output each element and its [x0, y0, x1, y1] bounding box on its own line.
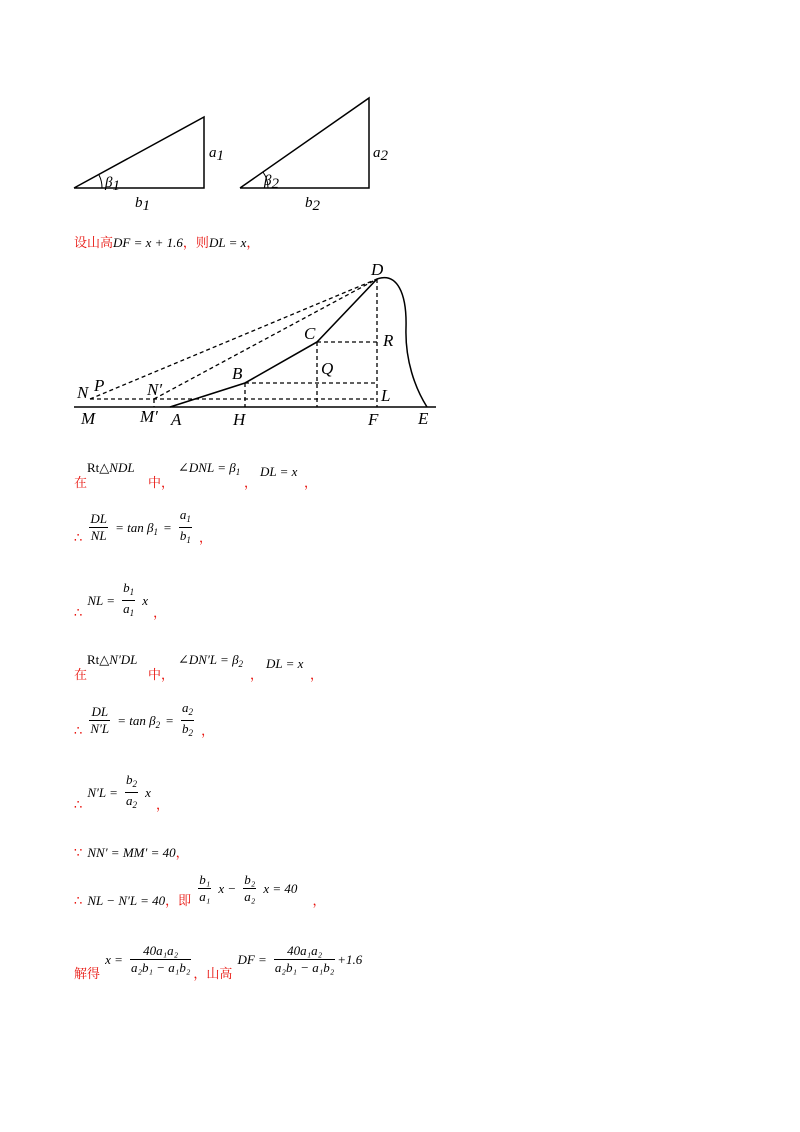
mountain-figure: [70, 258, 450, 433]
point-D-label: D: [371, 260, 384, 279]
triangle-2: [240, 98, 389, 214]
point-Nprime-label: N′: [147, 380, 163, 399]
step-8: $_\therefore$ $_{NL - N'L = 40,即}$ $\frac{\text{b₁}}{\text{a₁}}$ x − $\frac{\text{b₂}}{\text{a₂}}$ x = 40 $_,$: [74, 872, 326, 909]
step-2: $_\therefore$ $\frac{DL}{NL}$ = $\tan \beta_1$ = $\frac{a_1}{b_1}$ $_,$: [74, 507, 213, 546]
triangle-2-base-label: b2: [305, 195, 320, 214]
point-H-label: H: [233, 410, 246, 429]
setup-sep: ，则: [182, 236, 209, 251]
point-N-label: N: [77, 383, 89, 402]
point-Q-label: Q: [321, 359, 334, 378]
point-R-label: R: [383, 331, 394, 350]
point-P-label: P: [94, 376, 105, 395]
reference-triangles: [60, 90, 400, 215]
step-7: ∵ NN′ = MM′ = 40，: [74, 845, 189, 861]
step-6: $_\therefore$ N′L = $\frac{b_2}{a_2}$ x $_,$: [74, 772, 169, 813]
point-E-label: E: [418, 409, 429, 428]
setup-line: 设山高DF = x + 1.6，则DL = x，: [74, 235, 260, 251]
point-B-label: B: [232, 364, 243, 383]
triangle-1-vertical-label: a1: [209, 145, 224, 164]
triangle-1-angle-label: β1: [105, 175, 120, 194]
point-Mprime-label: M′: [140, 407, 158, 426]
point-C-label: C: [304, 324, 316, 343]
triangle-2-vertical-label: a2: [373, 145, 388, 164]
point-M-label: M: [81, 409, 96, 428]
point-L-label: L: [381, 386, 391, 405]
step-5: $_\therefore$ $\frac{DL}{N'L}$ = $\tan \beta_2$ = $\frac{a_2}{b_2}$ $_,$: [74, 700, 215, 739]
step-3: $_\therefore$ NL = $\frac{b_1}{a_1}$ x $_,$: [74, 580, 167, 621]
setup-prefix: 设山高: [74, 236, 114, 251]
triangle-1: [74, 117, 224, 214]
dl-expression: DL = x: [208, 235, 247, 250]
df-expression: DF = x + 1.6: [113, 235, 183, 250]
triangle-2-angle-label: β2: [264, 173, 279, 192]
point-F-label: F: [368, 410, 379, 429]
triangle-1-base-label: b1: [135, 195, 150, 214]
step-9: $_{解得}$ x = $\frac{\text{40a₁a₂}}{\text{a₂b₁ − a₁b₂}}$ $_{,山高}$ DF = $\frac{\text{40a₁a₂}}{\text{a₂b₁ − a₁b₂}}$ +1.6: [74, 943, 363, 982]
point-A-label: A: [171, 410, 182, 429]
